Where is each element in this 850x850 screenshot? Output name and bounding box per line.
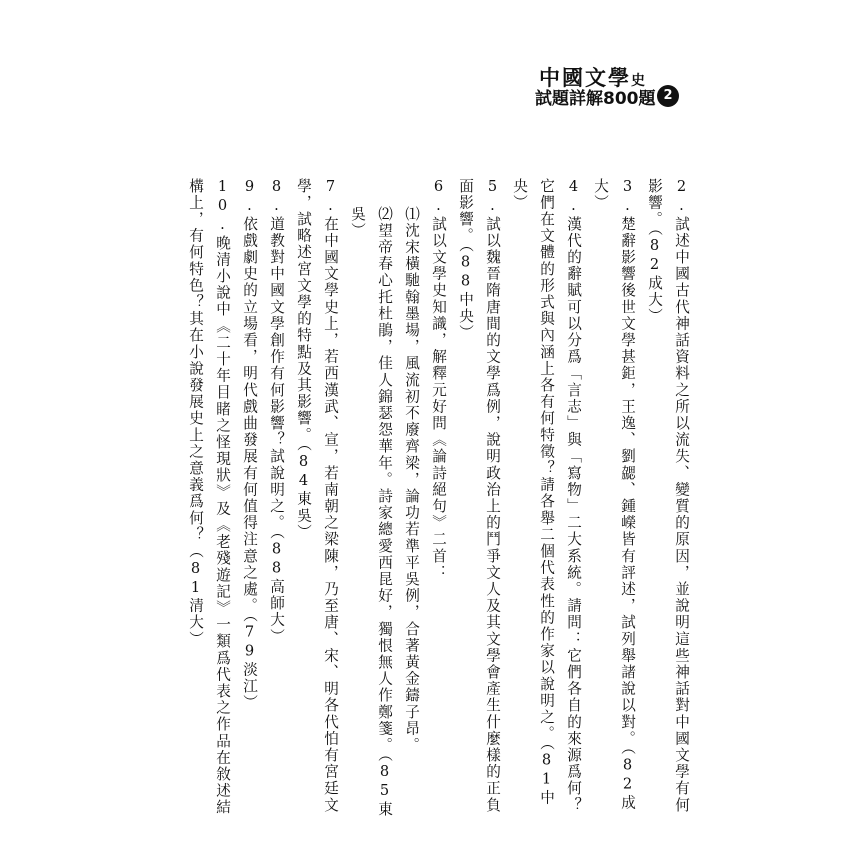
question-9: 9.依戲劇史的立場看，明代戲曲發展有何值得注意之處。（79淡江） [241, 178, 258, 712]
question-8: 8.道教對中國文學創作有何影響？試說明之。（88高師大） [268, 178, 285, 646]
question-2: 2.試述中國古代神話資料之所以流失、變質的原因，並說明這些神話對中國文學有何影響。（82成大） [646, 178, 690, 814]
question-4: 4.漢代的辭賦可以分爲「言志」與「寫物」二大系統。請問：它們各自的來源爲何？它們在文體的形式與內涵上各有何特徵？請各舉二個代表性的作家以說明之。（81中央） [511, 178, 582, 814]
question-5: 5.試以魏晉隋唐間的文學爲例，說明政治上的鬥爭文人及其文學會產生什麼樣的正負面影響。（88中央） [457, 178, 501, 814]
book-subtitle: 試題詳解800題 [535, 89, 656, 109]
chapter-badge: 2 [657, 85, 679, 107]
question-6-poem-1: ⑴沈宋橫馳翰墨場，風流初不廢齊梁，論功若準平吳例，合著黃金鑄子昂。 [403, 206, 420, 754]
question-7: 7.在中國文學史上，若西漢武、宣，若南朝之梁陳，乃至唐、宋、明各代怕有宮廷文學，試略述宮文學的特點及其影響。（84東吳） [295, 178, 339, 814]
book-title-small: 史 [631, 73, 645, 89]
question-3: 3.楚辭影響後世文學甚鉅，王逸、劉勰、鍾嶸皆有評述，試列舉諸說以對。（82成大） [592, 178, 636, 812]
question-6: 6.試以文學史知識，解釋元好問《論詩絕句》二首： [430, 178, 447, 582]
book-title-text: 中國文學 [539, 65, 631, 90]
question-list [187, 178, 695, 818]
question-10: 10.晚清小說中《二十年目睹之怪現狀》及《老殘遊記》一類爲代表之作品在敘述結構上，有何特色？其在小說發展史上之意義爲何？（81清大） [187, 178, 231, 816]
book-header [535, 62, 685, 108]
question-6-poem-2: ⑵望帝春心托杜鵑，佳人錦瑟怨華年。詩家總愛西昆好，獨恨無人作鄭箋。（85東吳） [349, 206, 393, 818]
